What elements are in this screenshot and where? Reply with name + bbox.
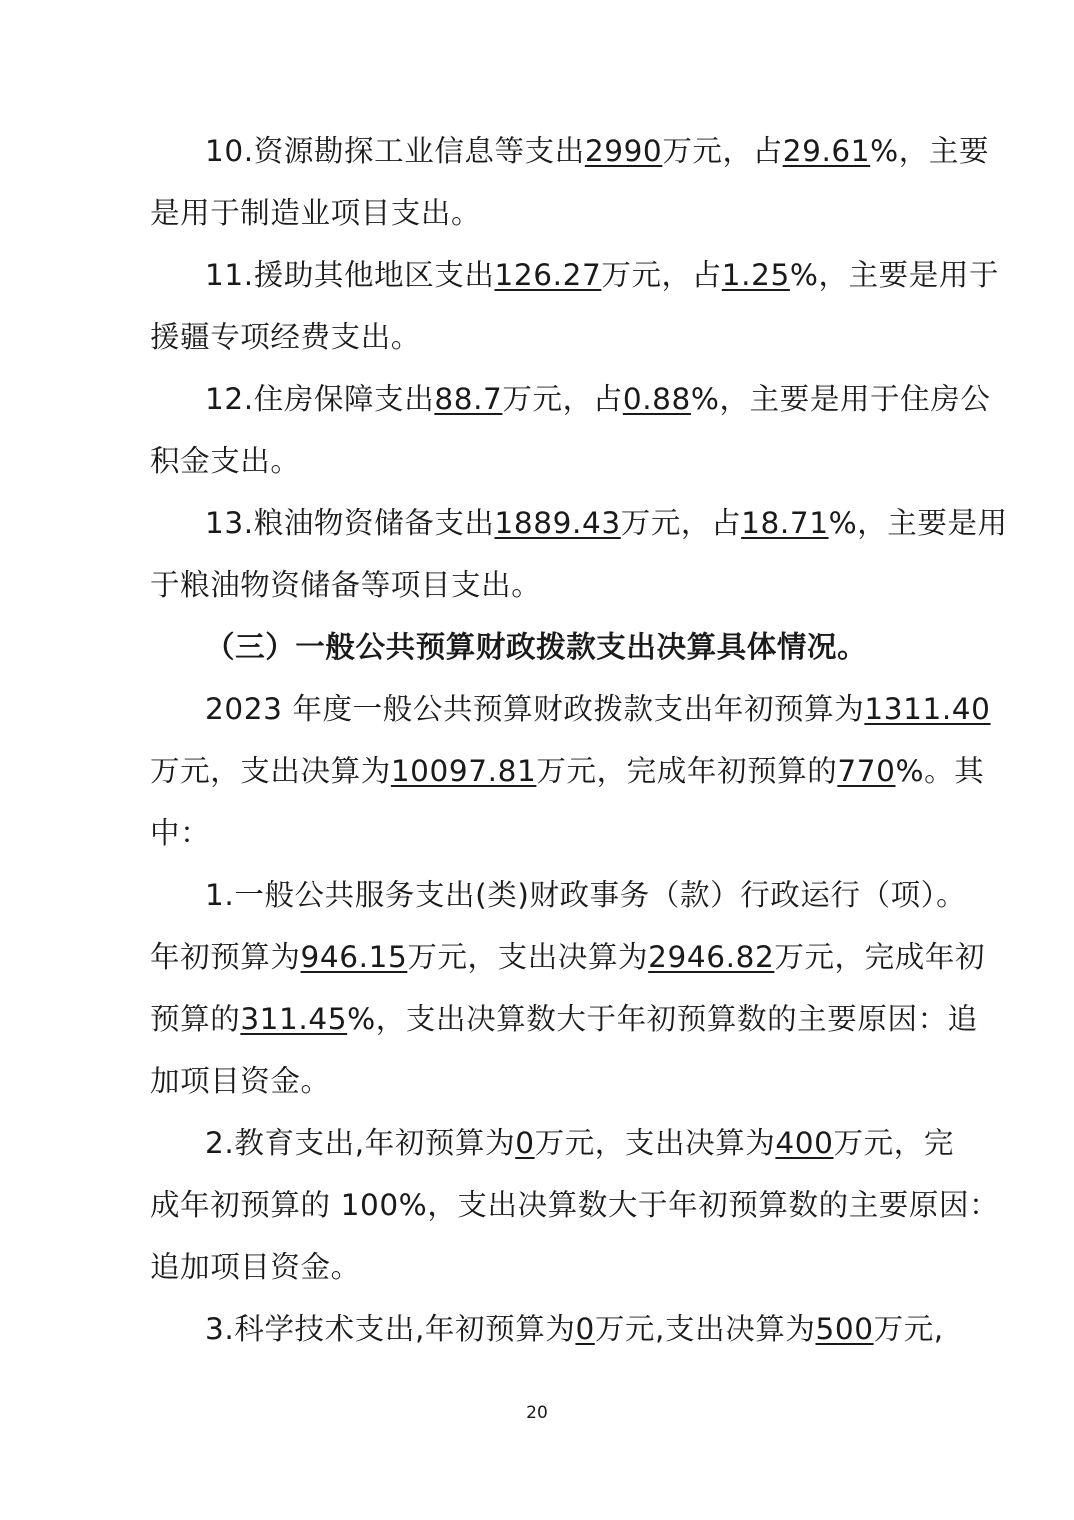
text-line — [150, 1061, 928, 1101]
text-line — [205, 875, 967, 915]
text-segment: 成年初预算的 100%，支出决算数大于年初预算数的主要原因： — [150, 1188, 1000, 1222]
text-segment: 是用于制造业项目支出。 — [150, 196, 482, 230]
underlined-value: 0 — [575, 1312, 595, 1346]
text-line — [205, 131, 990, 171]
text-line — [150, 1247, 928, 1287]
text-segment: 万元，占 — [662, 134, 783, 168]
text-segment: 万元，支出决算为 — [534, 1126, 776, 1160]
text-segment: 援疆专项经费支出。 — [150, 320, 421, 354]
underlined-value: 2990 — [584, 134, 663, 168]
text-segment: 万元，支出决算为 — [150, 754, 391, 788]
text-segment: %。其 — [895, 754, 985, 788]
text-segment: 2023 年度一般公共预算财政拨款支出年初预算为 — [205, 692, 865, 726]
underlined-value: 400 — [775, 1126, 834, 1160]
text-segment: （三）一般公共预算财政拨款支出决算具体情况。 — [205, 630, 868, 664]
text-segment: 万元，完 — [833, 1126, 954, 1160]
underlined-value: 126.27 — [494, 258, 602, 292]
text-segment: 万元，占 — [502, 382, 623, 416]
text-segment: 于粮油物资储备等项目支出。 — [150, 568, 542, 602]
text-line — [150, 1185, 1000, 1225]
underlined-value: 0.88 — [622, 382, 691, 416]
text-segment: 追加项目资金。 — [150, 1250, 361, 1284]
text-segment: %，主要是用 — [828, 506, 1008, 540]
text-segment: 加项目资金。 — [150, 1064, 331, 1098]
text-line — [205, 255, 1000, 295]
text-segment: 11.援助其他地区支出 — [205, 258, 495, 292]
text-segment: 万元，占 — [601, 258, 722, 292]
text-segment: 万元，完成年初 — [774, 940, 986, 974]
text-line — [150, 317, 928, 357]
text-line — [205, 1123, 954, 1163]
underlined-value: 946.15 — [300, 940, 408, 974]
text-line — [150, 813, 928, 853]
text-segment: 中： — [150, 816, 211, 850]
underlined-value: 18.71 — [741, 506, 829, 540]
text-segment: %，主要 — [870, 134, 990, 168]
underlined-value: 1889.43 — [494, 506, 621, 540]
text-line — [150, 565, 928, 605]
text-line — [205, 627, 928, 667]
underlined-value: 88.7 — [434, 382, 503, 416]
text-segment: 年初预算为 — [150, 940, 301, 974]
page-number: 20 — [526, 1403, 548, 1423]
text-line — [205, 503, 1008, 543]
text-segment: %，主要是用于 — [789, 258, 1000, 292]
text-segment: 万元,支出决算为 — [594, 1312, 816, 1346]
underlined-value: 1.25 — [721, 258, 790, 292]
underlined-value: 1311.40 — [864, 692, 991, 726]
text-line — [150, 999, 978, 1039]
text-line — [205, 379, 991, 419]
text-segment: 3.科学技术支出,年初预算为 — [205, 1312, 576, 1346]
underlined-value: 10097.81 — [390, 754, 537, 788]
text-segment: 预算的 — [150, 1002, 241, 1036]
text-segment: 万元, — [873, 1312, 944, 1346]
text-line — [205, 1309, 944, 1349]
text-line — [205, 689, 991, 729]
text-segment: 1.一般公共服务支出(类)财政事务（款）行政运行（项）。 — [205, 878, 967, 912]
text-line — [150, 193, 928, 233]
text-segment: 万元，完成年初预算的 — [536, 754, 838, 788]
underlined-value: 2946.82 — [648, 940, 775, 974]
underlined-value: 0 — [515, 1126, 535, 1160]
text-segment: 2.教育支出,年初预算为 — [205, 1126, 516, 1160]
text-segment: %，支出决算数大于年初预算数的主要原因：追 — [347, 1002, 978, 1036]
text-line — [150, 441, 928, 481]
underlined-value: 770 — [837, 754, 896, 788]
text-line — [150, 751, 985, 791]
text-segment: 12.住房保障支出 — [205, 382, 435, 416]
underlined-value: 311.45 — [240, 1002, 348, 1036]
underlined-value: 29.61 — [782, 134, 871, 168]
text-segment: 10.资源勘探工业信息等支出 — [205, 134, 585, 168]
text-segment: 万元，支出决算为 — [407, 940, 649, 974]
text-segment: 积金支出。 — [150, 444, 301, 478]
underlined-value: 500 — [815, 1312, 874, 1346]
text-line — [150, 937, 986, 977]
text-segment: 万元，占 — [620, 506, 742, 540]
text-segment: 13.粮油物资储备支出 — [205, 506, 495, 540]
text-segment: %，主要是用于住房公 — [690, 382, 991, 416]
